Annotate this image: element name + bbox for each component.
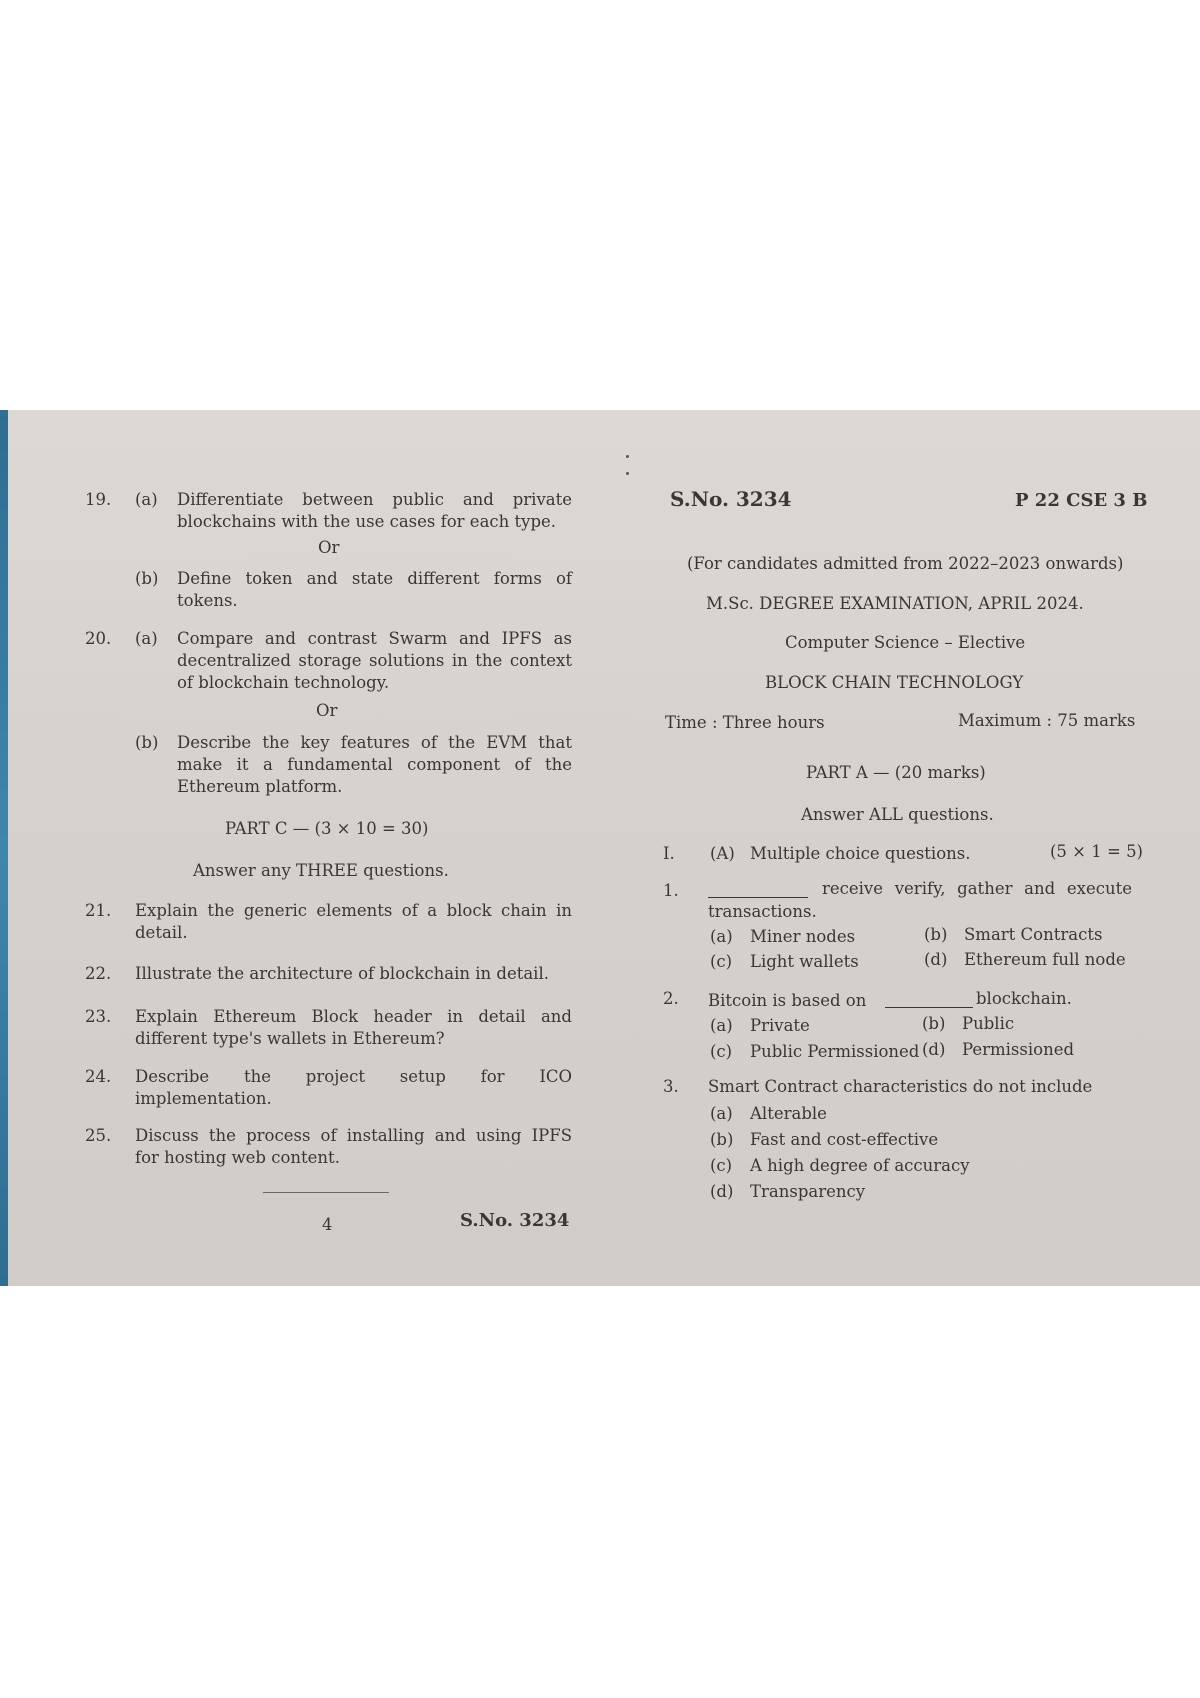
option-label: (d) bbox=[710, 1182, 734, 1201]
header-code: P 22 CSE 3 B bbox=[1015, 490, 1148, 511]
question-text: Illustrate the architecture of blockchain in detail. bbox=[135, 964, 549, 983]
question-text: Bitcoin is based on bbox=[708, 991, 867, 1010]
question-text: Differentiate between public and private bbox=[177, 490, 572, 509]
section-marks: (5 × 1 = 5) bbox=[1050, 842, 1143, 861]
or-separator: Or bbox=[318, 538, 340, 557]
option-label: (b) bbox=[135, 569, 159, 588]
question-number: 22. bbox=[85, 964, 112, 983]
option-label: (b) bbox=[924, 925, 948, 944]
question-text: Ethereum platform. bbox=[177, 777, 343, 796]
option-text: Ethereum full node bbox=[964, 950, 1126, 969]
option-label: (b) bbox=[922, 1014, 946, 1033]
question-text: tokens. bbox=[177, 591, 238, 610]
section-title: Multiple choice questions. bbox=[750, 844, 971, 863]
answer-blank bbox=[708, 883, 808, 898]
maximum-marks: Maximum : 75 marks bbox=[958, 711, 1136, 730]
option-label: (b) bbox=[135, 733, 159, 752]
question-number: 19. bbox=[85, 490, 112, 509]
section-label: (A) bbox=[710, 844, 735, 863]
option-label: (c) bbox=[710, 1156, 733, 1175]
question-text: Define token and state different forms of bbox=[177, 569, 572, 588]
question-number: 3. bbox=[663, 1077, 679, 1096]
option-text: Public Permissioned bbox=[750, 1042, 920, 1061]
option-label: (d) bbox=[922, 1040, 946, 1059]
option-text: Smart Contracts bbox=[964, 925, 1103, 944]
option-text: Private bbox=[750, 1016, 810, 1035]
answer-blank bbox=[885, 993, 973, 1008]
question-text: implementation. bbox=[135, 1089, 272, 1108]
question-text: Compare and contrast Swarm and IPFS as bbox=[177, 629, 572, 648]
question-text: transactions. bbox=[708, 902, 817, 921]
question-text: Describe the key features of the EVM that bbox=[177, 733, 572, 752]
question-number: 24. bbox=[85, 1067, 112, 1086]
question-text: detail. bbox=[135, 923, 188, 942]
footer-rule bbox=[263, 1192, 389, 1193]
option-text: Miner nodes bbox=[750, 927, 856, 946]
option-text: Fast and cost-effective bbox=[750, 1130, 939, 1149]
question-text: Smart Contract characteristics do not include bbox=[708, 1077, 1093, 1096]
question-text: blockchain. bbox=[976, 989, 1072, 1008]
question-text: of blockchain technology. bbox=[177, 673, 390, 692]
question-number: 2. bbox=[663, 989, 679, 1008]
part-instruction: Answer any THREE questions. bbox=[193, 861, 449, 880]
fold-mark bbox=[626, 472, 629, 475]
part-heading: PART C — (3 × 10 = 30) bbox=[225, 819, 429, 838]
page-number: 4 bbox=[322, 1215, 333, 1234]
option-label: (b) bbox=[710, 1130, 734, 1149]
exam-title: M.Sc. DEGREE EXAMINATION, APRIL 2024. bbox=[706, 594, 1084, 613]
option-text: Transparency bbox=[750, 1182, 866, 1201]
part-instruction: Answer ALL questions. bbox=[801, 805, 994, 824]
section-number: I. bbox=[663, 844, 675, 863]
question-number: 25. bbox=[85, 1126, 112, 1145]
subject-title: Computer Science – Elective bbox=[785, 633, 1026, 652]
option-label: (a) bbox=[710, 1016, 733, 1035]
question-text: different type's wallets in Ethereum? bbox=[135, 1029, 445, 1048]
question-text: Discuss the process of installing and using IPFS bbox=[135, 1126, 572, 1145]
exam-sheet-photo bbox=[0, 410, 1200, 1286]
question-text: receive verify, gather and execute bbox=[822, 879, 1132, 898]
question-number: 1. bbox=[663, 881, 679, 900]
option-label: (a) bbox=[135, 629, 158, 648]
question-text: Explain the generic elements of a block chain in bbox=[135, 901, 572, 920]
question-number: 21. bbox=[85, 901, 112, 920]
option-text: Public bbox=[962, 1014, 1015, 1033]
option-text: Permissioned bbox=[962, 1040, 1075, 1059]
question-text: Explain Ethereum Block header in detail and bbox=[135, 1007, 572, 1026]
time-duration: Time : Three hours bbox=[665, 713, 825, 732]
or-separator: Or bbox=[316, 701, 338, 720]
question-text: blockchains with the use cases for each type. bbox=[177, 512, 557, 531]
option-label: (c) bbox=[710, 1042, 733, 1061]
footer-serial: S.No. 3234 bbox=[460, 1210, 570, 1231]
question-text: decentralized storage solutions in the context bbox=[177, 651, 572, 670]
part-heading: PART A — (20 marks) bbox=[806, 763, 986, 782]
question-text: make it a fundamental component of the bbox=[177, 755, 572, 774]
question-text: for hosting web content. bbox=[135, 1148, 340, 1167]
fold-mark bbox=[626, 455, 629, 458]
option-text: A high degree of accuracy bbox=[750, 1156, 970, 1175]
question-text: Describe the project setup for ICO bbox=[135, 1067, 572, 1086]
header-serial: S.No. 3234 bbox=[670, 487, 792, 511]
option-label: (d) bbox=[924, 950, 948, 969]
admitted-note: (For candidates admitted from 2022–2023 onwards) bbox=[687, 554, 1124, 573]
option-label: (c) bbox=[710, 952, 733, 971]
option-label: (a) bbox=[135, 490, 158, 509]
blue-desk-edge bbox=[0, 410, 8, 1286]
question-number: 20. bbox=[85, 629, 112, 648]
option-label: (a) bbox=[710, 927, 733, 946]
option-label: (a) bbox=[710, 1104, 733, 1123]
option-text: Light wallets bbox=[750, 952, 859, 971]
option-text: Alterable bbox=[750, 1104, 827, 1123]
question-number: 23. bbox=[85, 1007, 112, 1026]
course-title: BLOCK CHAIN TECHNOLOGY bbox=[765, 673, 1024, 692]
